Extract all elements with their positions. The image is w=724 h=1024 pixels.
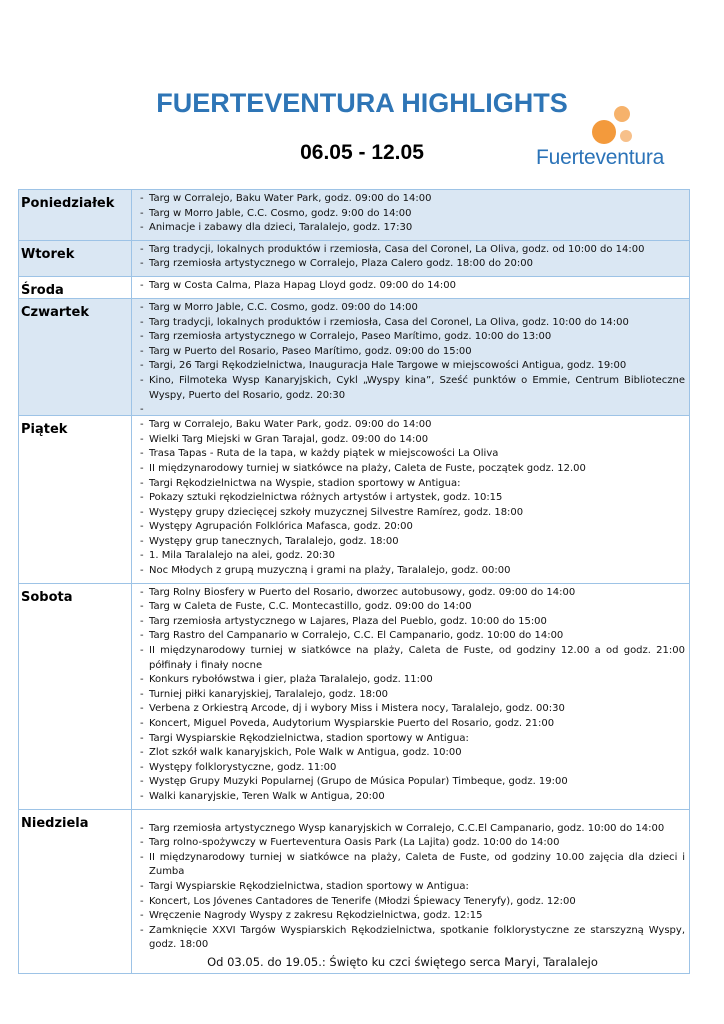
event-item: - Targ rzemiosła artystycznego w Lajares, Plaza del Pueblo, godz. 10:00 do 15:00 <box>140 615 685 630</box>
day-row-niedziela <box>19 809 690 973</box>
event-item: - Targ rzemiosła artystycznego Wysp kanaryjskich w Corralejo, C.C.El Campanario, godz. 10:00 do 14:00 <box>140 822 685 837</box>
event-item: - Noc Młodych z grupą muzyczną i grami na plaży, Taralalejo, godz. 00:00 <box>140 564 685 579</box>
day-name: Wtorek <box>19 240 132 276</box>
event-item: - Wielki Targ Miejski w Gran Tarajal, godz. 09:00 do 14:00 <box>140 433 685 448</box>
event-item: - Trasa Tapas - Ruta de la tapa, w każdy piątek w miejscowości La Oliva <box>140 447 685 462</box>
event-item: - Targ w Morro Jable, C.C. Cosmo, godz. 9:00 do 14:00 <box>140 207 685 222</box>
event-item: - Targ rzemiosła artystycznego w Corralejo, Plaza Calero godz. 18:00 do 20:00 <box>140 257 685 272</box>
page-title: FUERTEVENTURA HIGHLIGHTS <box>156 88 568 118</box>
event-item <box>140 403 685 411</box>
event-item: - Zlot szkół walk kanaryjskich, Pole Walk w Antigua, godz. 10:00 <box>140 746 685 761</box>
event-item: - II międzynarodowy turniej w siatkówce na plaży, Caleta de Fuste, od godziny 10.00 zajęcia dla dzieci i Zumba <box>140 851 685 880</box>
schedule-table <box>18 189 690 974</box>
day-name: Środa <box>19 276 132 298</box>
day-row-piatek <box>19 416 690 584</box>
day-name: Poniedziałek <box>19 190 132 241</box>
day-name: Czwartek <box>19 298 132 415</box>
event-item: - Targ w Corralejo, Baku Water Park, godz. 09:00 do 14:00 <box>140 418 685 433</box>
day-row-sroda <box>19 276 690 298</box>
event-item: - Pokazy sztuki rękodzielnictwa różnych artystów i artystek, godz. 10:15 <box>140 491 685 506</box>
day-row-wtorek <box>19 240 690 276</box>
event-item: - Zamknięcie XXVI Targów Wyspiarskich Rękodzielnictwa, spotkanie folklorystyczne ze starszyzną Wyspy, godz. 18:00 <box>140 924 685 953</box>
event-item: - Targi Wyspiarskie Rękodzielnictwa, stadion sportowy w Antigua: <box>140 880 685 895</box>
event-item: - Występy Agrupación Folklórica Mafasca, godz. 20:00 <box>140 520 685 535</box>
event-item: - Targ w Corralejo, Baku Water Park, godz. 09:00 do 14:00 <box>140 192 685 207</box>
event-item: - Występ Grupy Muzyki Popularnej (Grupo de Música Popular) Timbeque, godz. 19:00 <box>140 775 685 790</box>
day-events <box>132 583 690 809</box>
date-range: 06.05 - 12.05 <box>300 141 424 164</box>
day-row-czwartek <box>19 298 690 415</box>
event-item: - Targi, 26 Targi Rękodzielnictwa, Inauguracja Hale Targowe w miejscowości Antigua, godz. 19:00 <box>140 359 685 374</box>
event-item: - Targ rzemiosła artystycznego w Corralejo, Paseo Marítimo, godz. 10:00 do 13:00 <box>140 330 685 345</box>
event-item: - 1. Mila Taralalejo na alei, godz. 20:30 <box>140 549 685 564</box>
event-item: - Wręczenie Nagrody Wyspy z zakresu Rękodzielnictwa, godz. 12:15 <box>140 909 685 924</box>
event-item: - Kino, Filmoteka Wysp Kanaryjskich, Cykl „Wyspy kina”, Sześć punktów o Emmie, Centrum Biblioteczne Wyspy, Puerto del Rosario, godz. 20:30 <box>140 374 685 403</box>
event-item: - Targ w Morro Jable, C.C. Cosmo, godz. 09:00 do 14:00 <box>140 301 685 316</box>
day-row-sobota <box>19 583 690 809</box>
event-item: - Targ Rolny Biosfery w Puerto del Rosario, dworzec autobusowy, godz. 09:00 do 14:00 <box>140 586 685 601</box>
day-row-poniedzialek <box>19 190 690 241</box>
day-name: Niedziela <box>19 809 132 973</box>
event-item: - Animacje i zabawy dla dzieci, Taralalejo, godz. 17:30 <box>140 221 685 236</box>
day-name: Sobota <box>19 583 132 809</box>
event-item: - Występy folklorystyczne, godz. 11:00 <box>140 761 685 776</box>
event-item: - II międzynarodowy turniej w siatkówce na plaży, Caleta de Fuste, od godziny 12.00 a od godz. 21:00 półfinały i finały nocne <box>140 644 685 673</box>
day-name: Piątek <box>19 416 132 584</box>
day-events <box>132 240 690 276</box>
event-item: - Występy grup tanecznych, Taralalejo, godz. 18:00 <box>140 535 685 550</box>
event-item: - Targ Rastro del Campanario w Corralejo, C.C. El Campanario, godz. 10:00 do 14:00 <box>140 629 685 644</box>
event-item: - II międzynarodowy turniej w siatkówce na plaży, Caleta de Fuste, początek godz. 12.00 <box>140 462 685 477</box>
event-item: - Targ w Costa Calma, Plaza Hapag Lloyd godz. 09:00 do 14:00 <box>140 279 685 294</box>
fuerteventura-logo <box>536 100 686 172</box>
event-item: - Targ w Caleta de Fuste, C.C. Montecastillo, godz. 09:00 do 14:00 <box>140 600 685 615</box>
event-item: - Targi Rękodzielnictwa na Wyspie, stadion sportowy w Antigua: <box>140 477 685 492</box>
day-events <box>132 298 690 415</box>
event-item: - Targ tradycji, lokalnych produktów i rzemiosła, Casa del Coronel, La Oliva, godz. od 10:00 do 14:00 <box>140 243 685 258</box>
event-item: - Targ tradycji, lokalnych produktów i rzemiosła, Casa del Coronel, La Oliva, godz. 10:00 do 14:00 <box>140 316 685 331</box>
event-item: - Targ w Puerto del Rosario, Paseo Marítimo, godz. 09:00 do 15:00 <box>140 345 685 360</box>
event-item: - Walki kanaryjskie, Teren Walk w Antigua, 20:00 <box>140 790 685 805</box>
event-item: - Konkurs rybołówstwa i gier, plaża Taralalejo, godz. 11:00 <box>140 673 685 688</box>
event-item: - Turniej piłki kanaryjskiej, Taralalejo, godz. 18:00 <box>140 688 685 703</box>
day-events <box>132 416 690 584</box>
day-events <box>132 809 690 973</box>
day-events <box>132 276 690 298</box>
day-events <box>132 190 690 241</box>
event-item: - Targi Wyspiarskie Rękodzielnictwa, stadion sportowy w Antigua: <box>140 732 685 747</box>
logo-text: Fuerteventura <box>536 146 665 169</box>
event-item: - Targ rolno-spożywczy w Fuerteventura Oasis Park (La Lajita) godz. 10:00 do 14:00 <box>140 836 685 851</box>
event-item: - Koncert, Miguel Poveda, Audytorium Wyspiarskie Puerto del Rosario, godz. 21:00 <box>140 717 685 732</box>
event-item: - Koncert, Los Jóvenes Cantadores de Tenerife (Młodzi Śpiewacy Teneryfy), godz. 12:00 <box>140 895 685 910</box>
festival-note: Od 03.05. do 19.05.: Święto ku czci świętego serca Maryi, Taralalejo <box>207 954 598 969</box>
event-item: - Występy grupy dziecięcej szkoły muzycznej Silvestre Ramírez, godz. 18:00 <box>140 506 685 521</box>
event-item: - Verbena z Orkiestrą Arcode, dj i wybory Miss i Mistera nocy, Taralalejo, godz. 00:30 <box>140 702 685 717</box>
